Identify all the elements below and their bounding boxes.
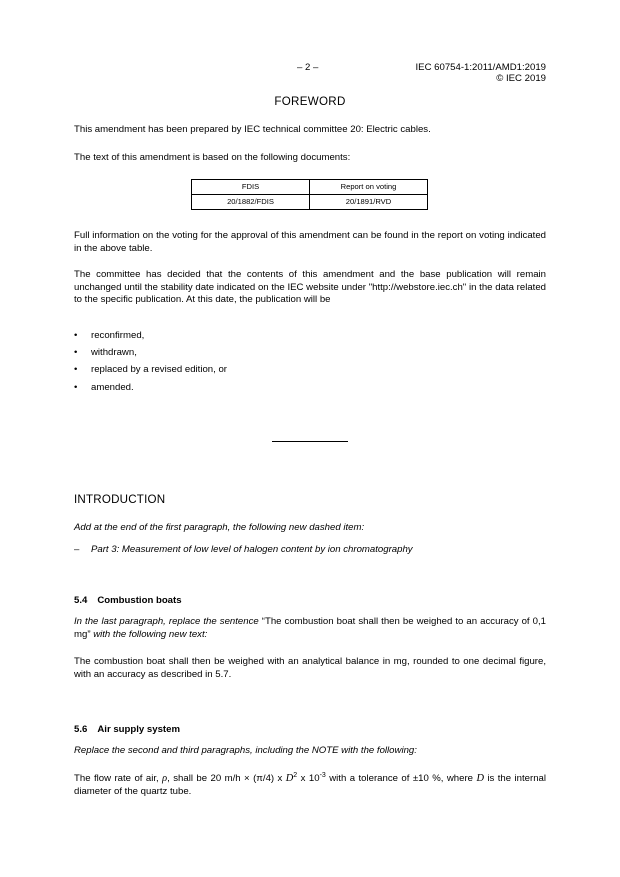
dash-symbol: – [74,544,80,555]
bullet-icon: • [74,364,78,375]
copyright: © IEC 2019 [496,73,546,84]
introduction-instruction: Add at the end of the first paragraph, the following new dashed item: [74,522,365,533]
voting-documents-table [191,179,428,210]
section-heading-5-4: 5.4 Combustion boats [74,595,182,606]
table-header-row [192,180,428,195]
table-cell: 20/1891/RVD [310,195,428,210]
foreword-paragraph: This amendment has been prepared by IEC technical committee 20: Electric cables. [74,124,431,135]
diameter-symbol: D [285,773,294,784]
page-number: – 2 – [297,62,319,73]
section-5-4-instruction: In the last paragraph, replace the sentence “The combustion boat shall then be weighed to an accuracy of 0,1 mg” with the following new text: [74,616,546,640]
section-heading-5-6: 5.6 Air supply system [74,724,180,735]
section-5-6-instruction: Replace the second and third paragraphs, including the NOTE with the following: [74,745,417,756]
document-id: IEC 60754-1:2011/AMD1:2019 [415,62,546,73]
foreword-paragraph: The committee has decided that the contents of this amendment and the base publication will remain unchanged until the stability date indicated on the IEC website under "http://webstore.iec.ch" in the data related to the specific publication. At this date, the publication will be [74,269,546,306]
foreword-title: FOREWORD [274,95,346,108]
section-5-6-body: The flow rate of air, ρ, shall be 20 m/h × (π/4) x $D^2$ x $10^{-3}$ with a tolerance of ±10 %, where D is the internal diameter of the quartz tube. [74,772,547,797]
rho-symbol: ρ [162,773,168,784]
bullet-icon: • [74,330,78,341]
bullet-icon: • [74,347,78,358]
diameter-symbol: D [476,773,484,784]
foreword-paragraph: The text of this amendment is based on the following documents: [74,152,351,163]
table-header-cell: Report on voting [310,180,428,195]
table-row [192,195,428,210]
separator-line [272,441,348,442]
table-header-cell: FDIS [192,180,310,195]
introduction-title: INTRODUCTION [74,493,166,506]
table-cell: 20/1882/FDIS [192,195,310,210]
foreword-paragraph: Full information on the voting for the approval of this amendment can be found in the report on voting indicated in the above table. [74,230,546,254]
bullet-icon: • [74,382,78,393]
section-5-4-body: The combustion boat shall then be weighed with an analytical balance in mg, rounded to one decimal figure, with an accuracy as described in 5.7. [74,656,546,680]
